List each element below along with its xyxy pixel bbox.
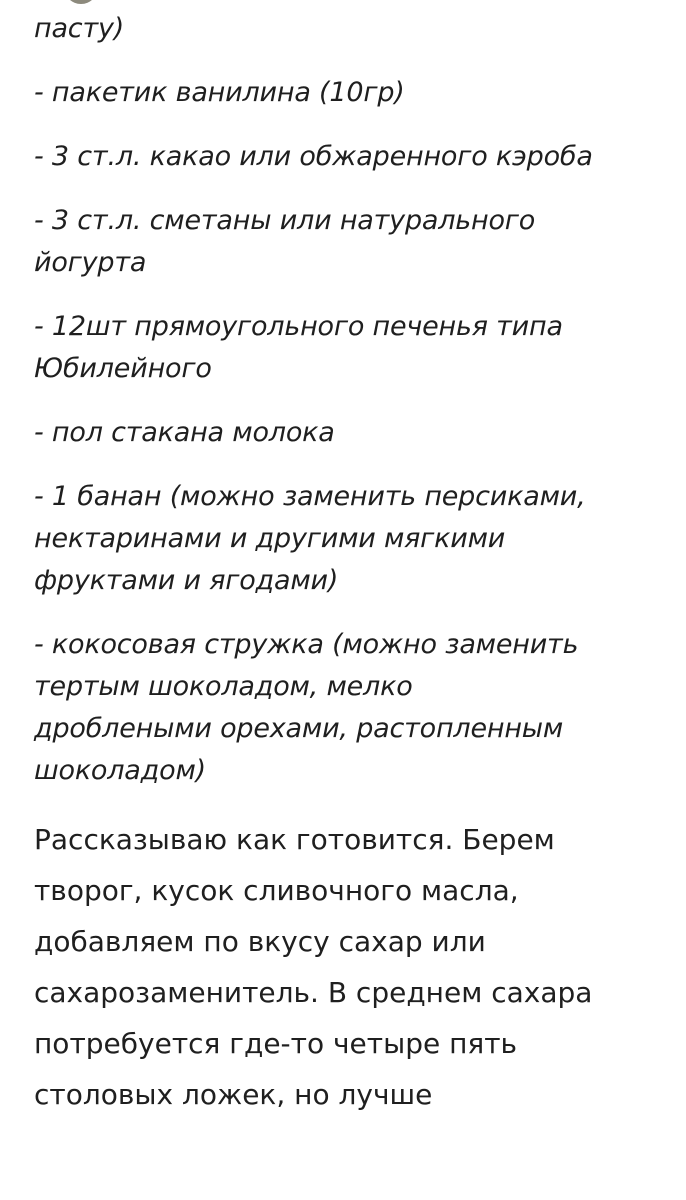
ingredient-continuation: пасту) xyxy=(34,13,125,44)
article-content xyxy=(34,0,664,1120)
ingredient-coconut: - кокосовая стружка (можно заменить тертым шоколадом, мелко дроблеными орехами, растопленным шоколадом) xyxy=(34,629,579,786)
ingredient-banana: - 1 банан (можно заменить персиками, нектаринами и другими мягкими фруктами и ягодами) xyxy=(34,481,586,596)
preparation-paragraph: Рассказываю как готовится. Берем творог, кусок сливочного масла, добавляем по вкусу сахар или сахарозаменитель. В среднем сахара потребуется где-то четыре пять столовых ложек, но лучше xyxy=(34,823,593,1111)
ingredient-cookies: - 12шт прямоугольного печенья типа Юбилейного xyxy=(34,311,563,384)
ingredient-vanillin: - пакетик ванилина (10гр) xyxy=(34,77,405,108)
ingredient-sour-cream: - 3 ст.л. сметаны или натурального йогурта xyxy=(34,205,536,278)
ingredient-milk: - пол стакана молока xyxy=(34,417,335,448)
ingredient-cocoa: - 3 ст.л. какао или обжаренного кэроба xyxy=(34,141,593,172)
ingredient-list xyxy=(34,8,664,792)
